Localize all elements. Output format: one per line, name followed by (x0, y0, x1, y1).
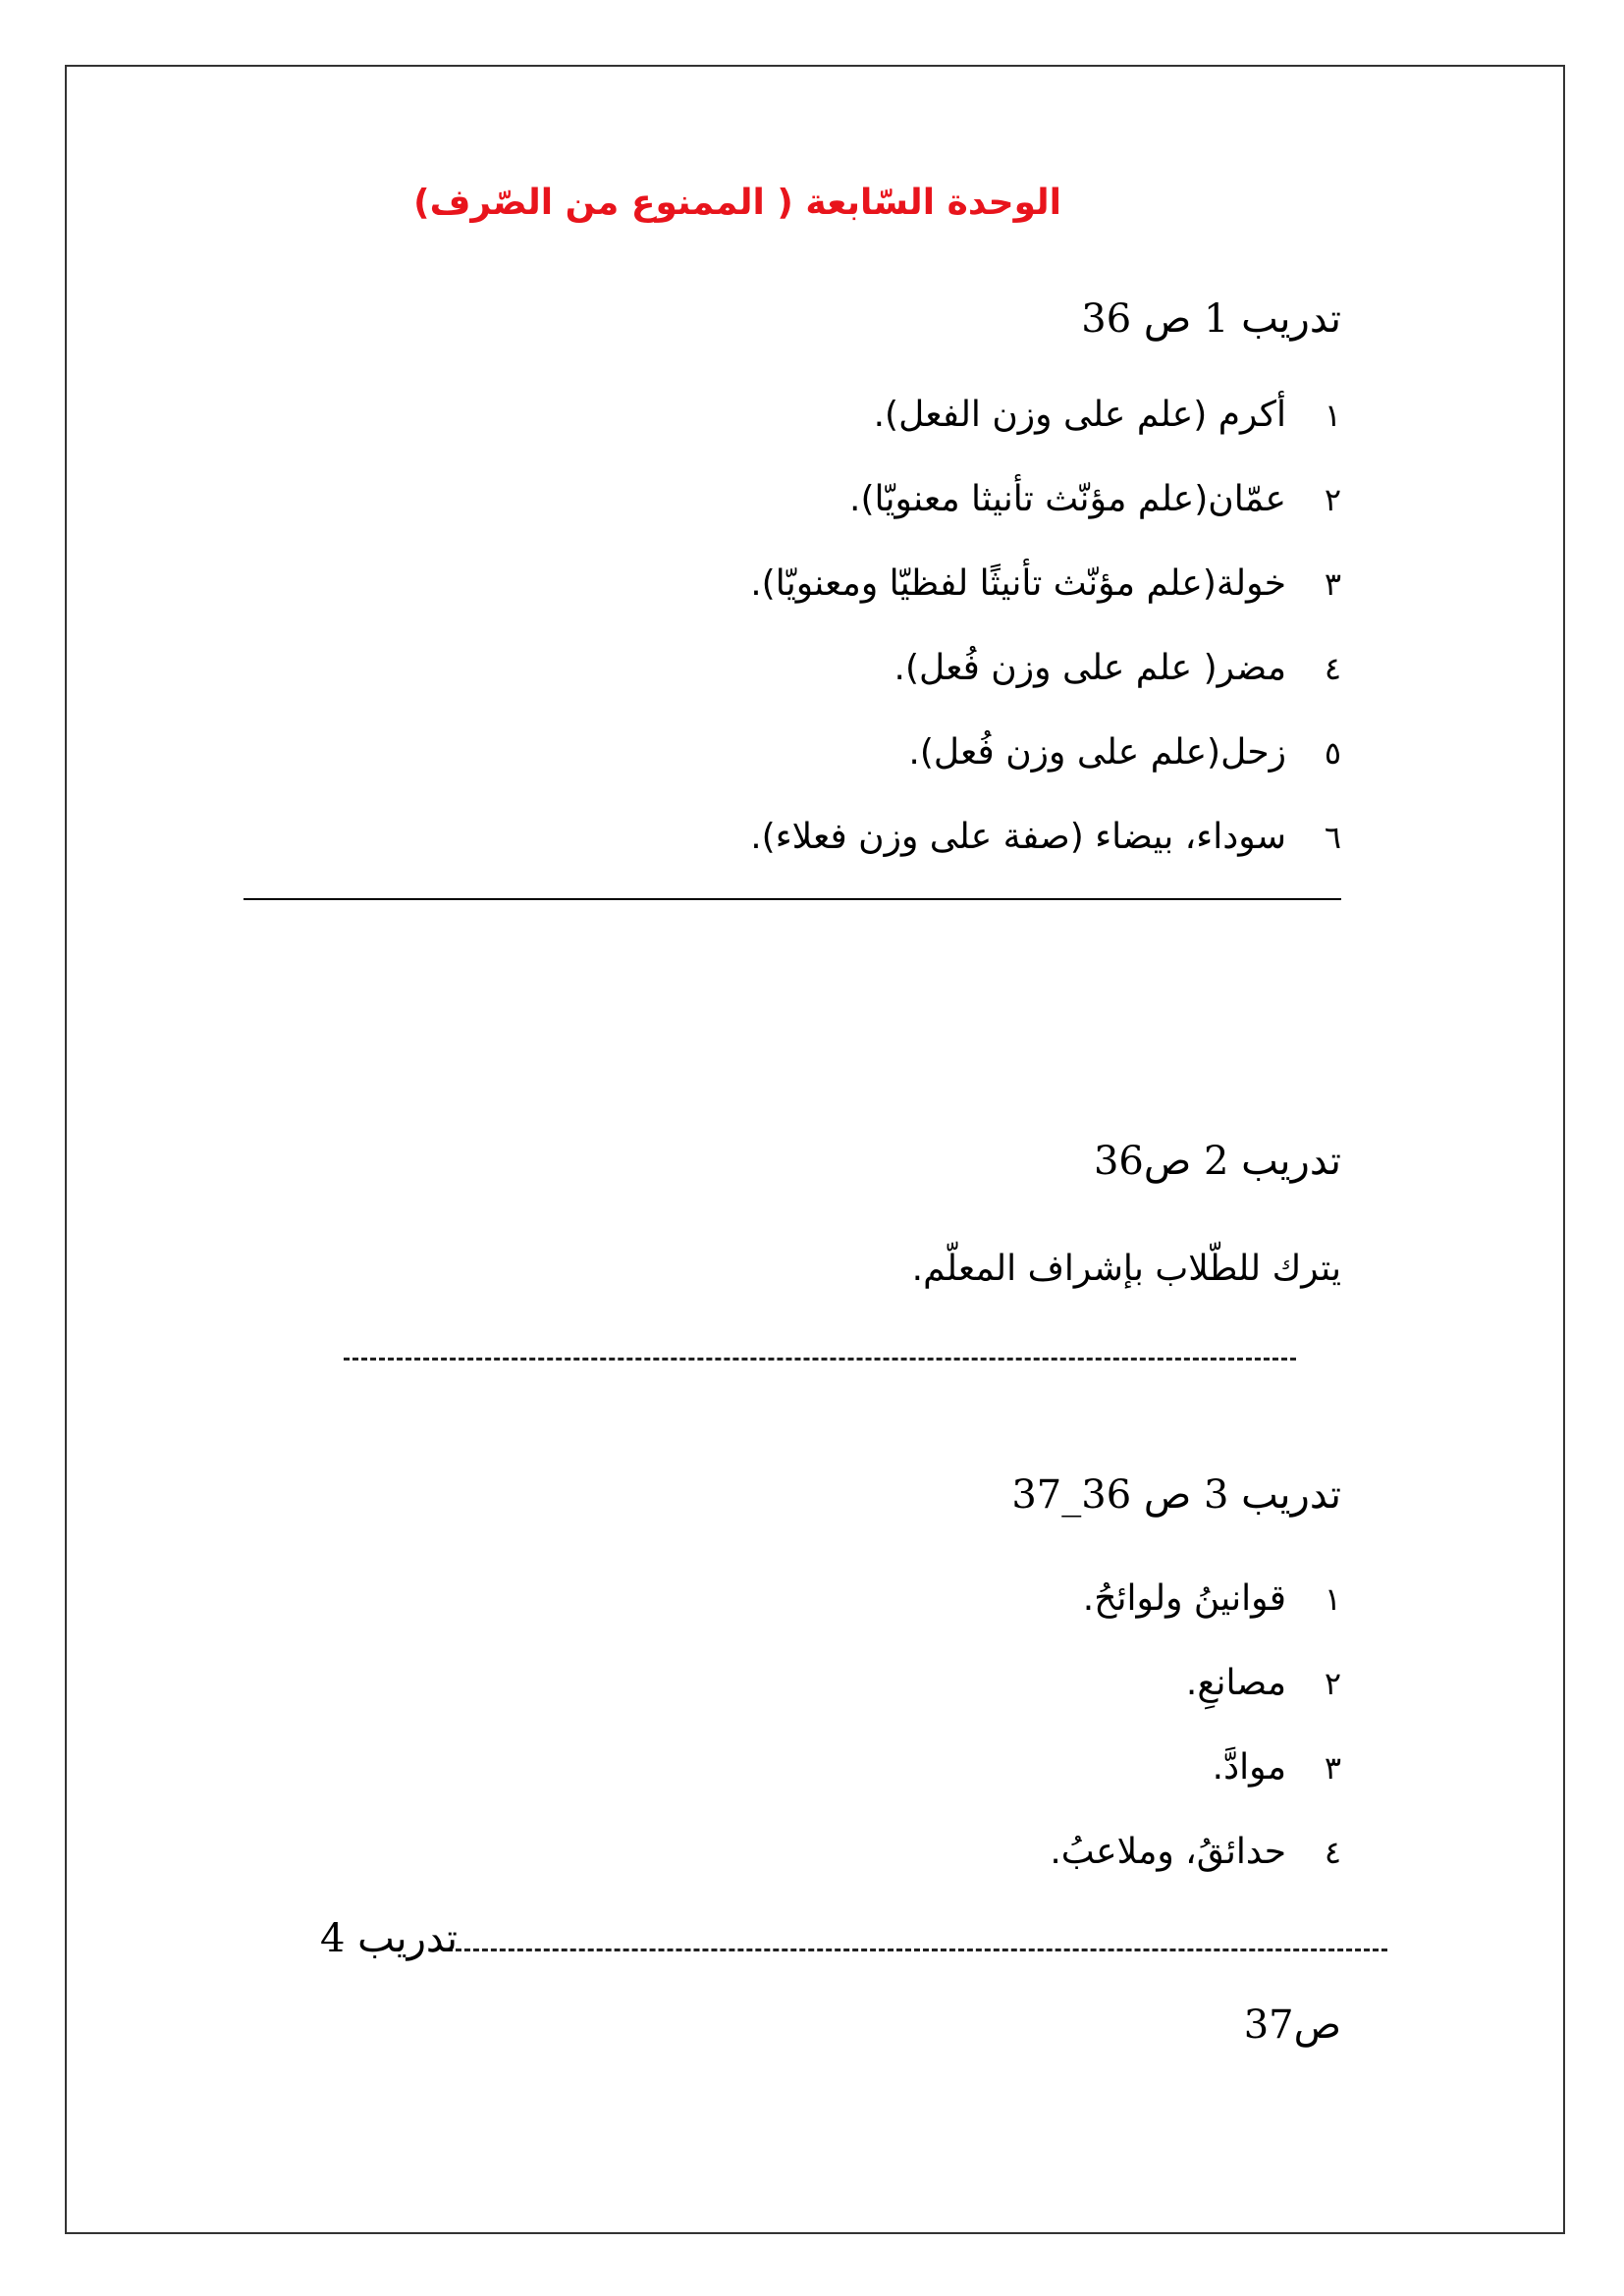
list-item (750, 395, 1341, 479)
item-text: سوداء، بيضاء (صفة على وزن فعلاء). (750, 817, 1286, 857)
list-item (750, 648, 1341, 732)
item-number: ٢ (1324, 1665, 1341, 1702)
list-item (1050, 1832, 1341, 1916)
item-text: مضر( علم على وزن فُعل). (893, 648, 1286, 688)
list-item (1050, 1747, 1341, 1832)
exercise4-heading: تدريب 4 (320, 1916, 459, 1961)
item-text: عمّان(علم مؤنّث تأنيثا معنويّا). (849, 479, 1286, 519)
exercise1-heading: تدريب 1 ص 36 (1081, 296, 1341, 342)
item-text: حدائقُ، وملاعبُ. (1050, 1832, 1286, 1872)
list-item (750, 817, 1341, 901)
exercise3-list (1050, 1578, 1341, 1916)
item-text: موادَّ. (1212, 1747, 1286, 1788)
exercise3-heading: تدريب 3 ص 36_37 (1011, 1472, 1341, 1518)
exercise2-heading: تدريب 2 ص36 (1093, 1139, 1341, 1184)
exercise2-text: يترك للطّلاب بإشراف المعلّم. (911, 1249, 1341, 1289)
item-text: أكرم (علم على وزن الفعل). (873, 395, 1286, 435)
section-divider (244, 898, 1341, 900)
item-text: زحل(علم على وزن فُعل). (908, 732, 1286, 773)
item-number: ٤ (1324, 650, 1341, 687)
item-number: ٣ (1324, 565, 1341, 603)
item-text: قوانينُ ولوائحُ. (1082, 1578, 1286, 1619)
item-number: ١ (1324, 1580, 1341, 1618)
dashed-divider (447, 1949, 1387, 1951)
item-text: خولة(علم مؤنّث تأنيثًا لفظيّا ومعنويّا). (750, 563, 1286, 604)
exercise1-list (750, 395, 1341, 901)
unit-title: الوحدة السّابعة ( الممنوع من الصّرف) (413, 183, 1061, 223)
item-number: ٤ (1324, 1834, 1341, 1871)
dashed-divider (344, 1358, 1296, 1361)
item-number: ٦ (1324, 819, 1341, 856)
item-number: ٢ (1324, 481, 1341, 518)
item-number: ١ (1324, 397, 1341, 434)
item-number: ٣ (1324, 1749, 1341, 1787)
item-text: مصانعِ. (1185, 1663, 1286, 1703)
list-item (1050, 1663, 1341, 1747)
list-item (1050, 1578, 1341, 1663)
list-item (750, 479, 1341, 563)
exercise4-page: ص37 (1243, 2002, 1341, 2048)
list-item (750, 563, 1341, 648)
list-item (750, 732, 1341, 817)
item-number: ٥ (1324, 734, 1341, 772)
